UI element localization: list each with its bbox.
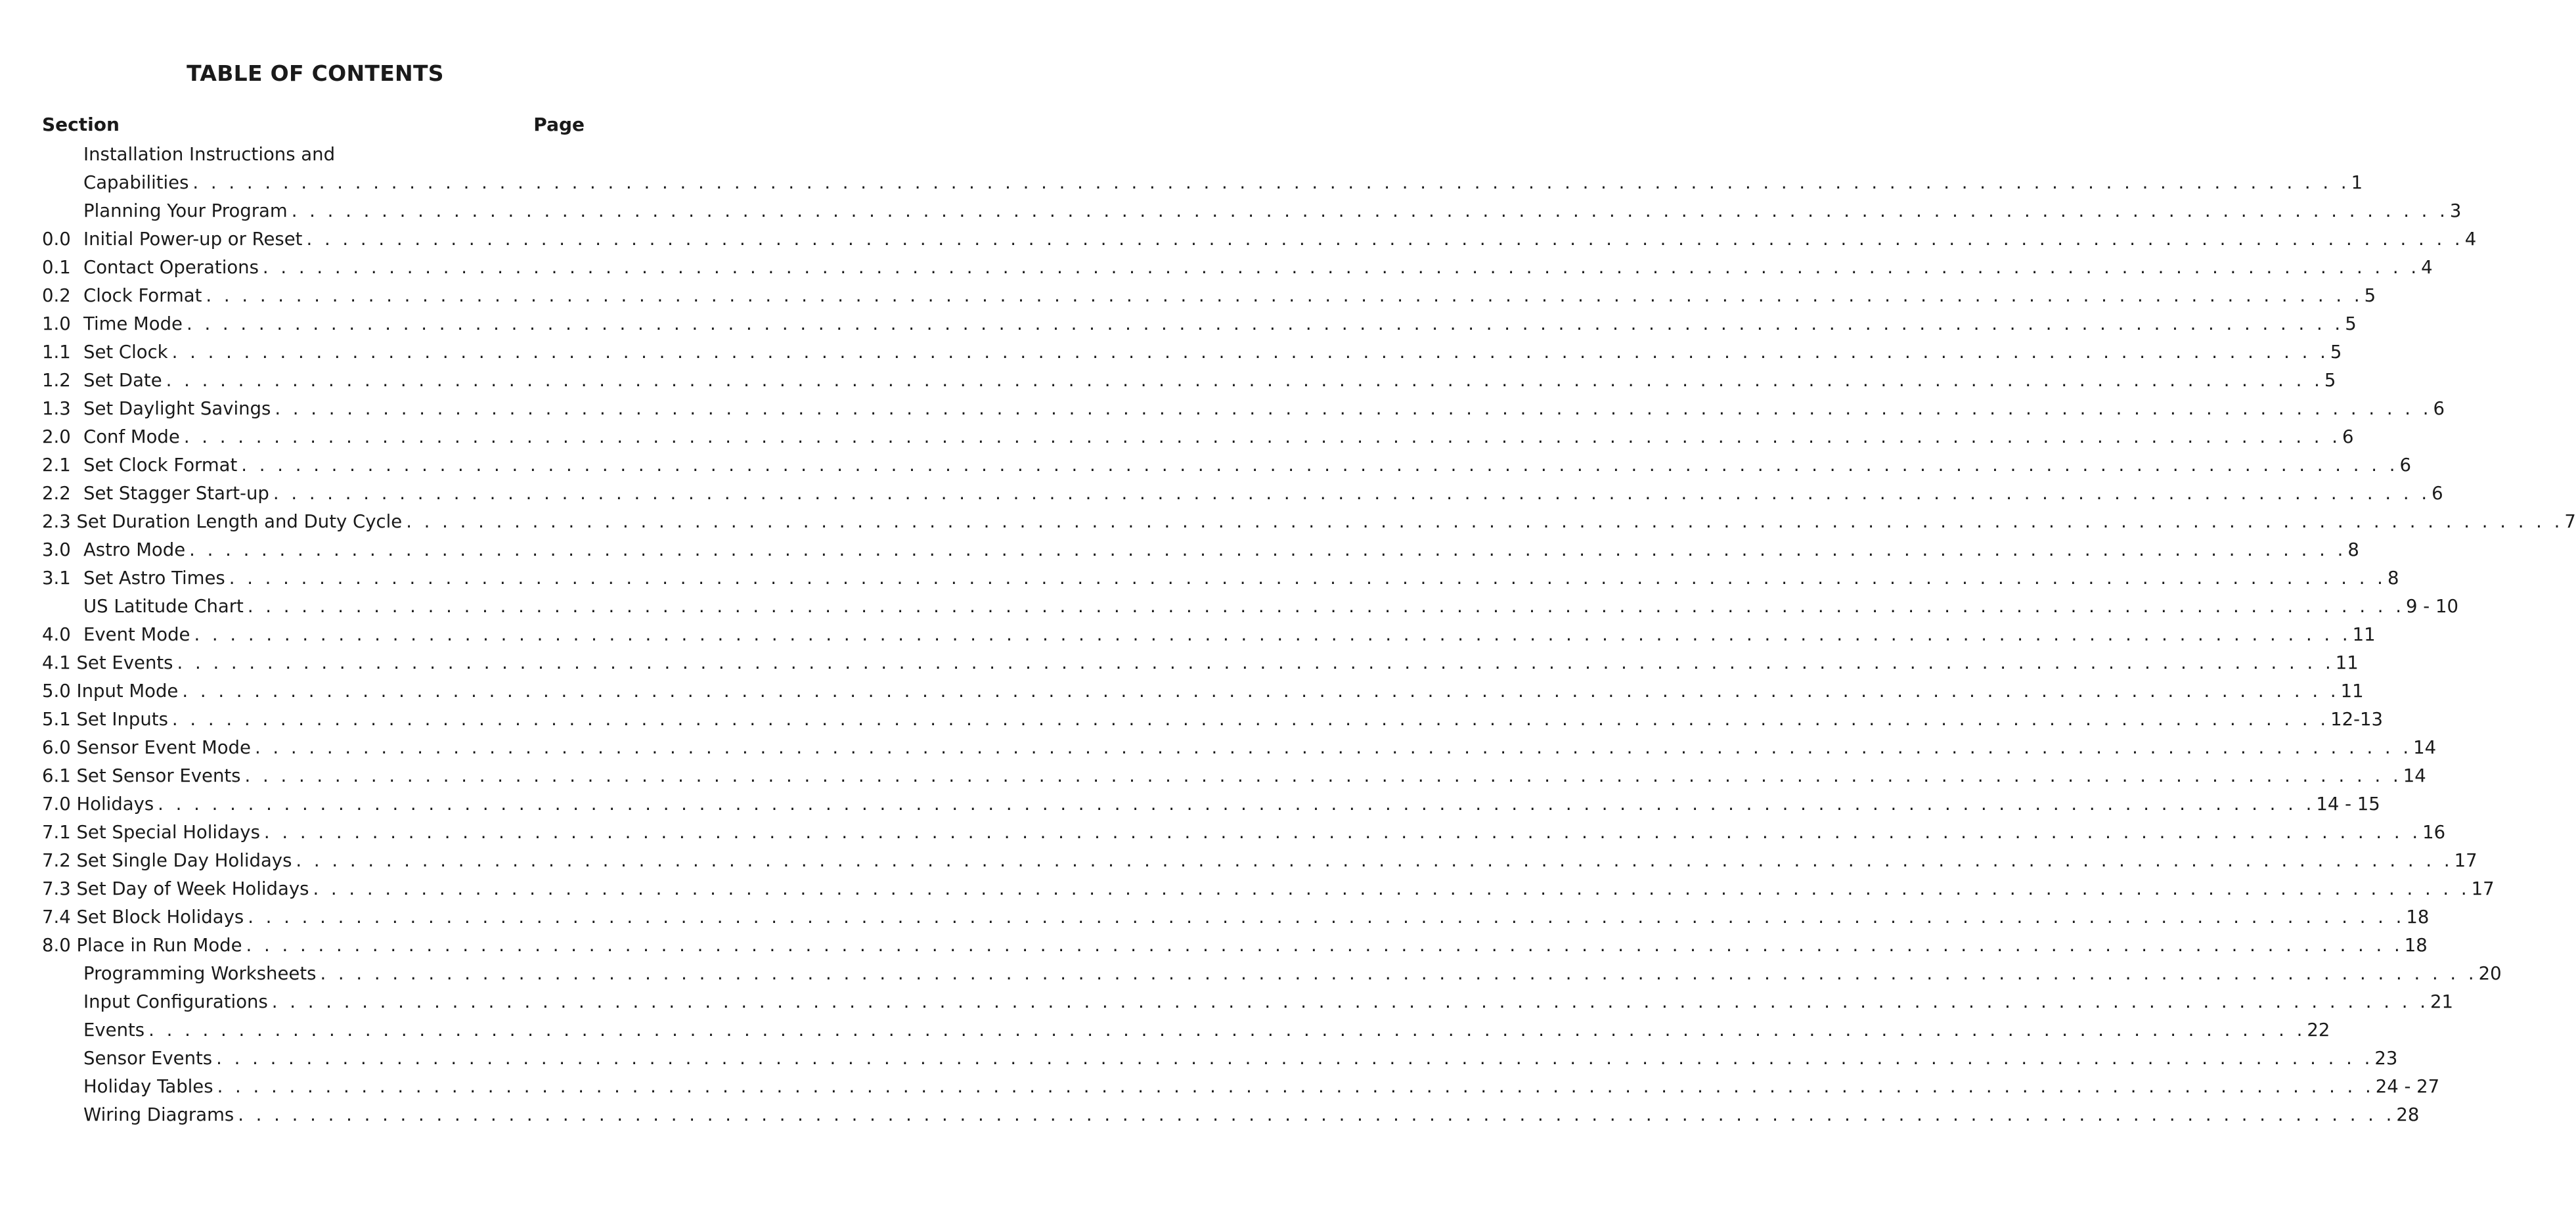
toc-entry-number: 3.1 (42, 568, 71, 589)
toc-entry-number: 4.0 (42, 624, 71, 645)
dot-leader: . . . . . . . . . . . . . . . . . . . . . . . . . . . . . . . . . . . . . . . . . . . . . . . . . . . . . . . . . . . . . . . . . . . . . . . . . . . . . . . . . . . . . . . . . . . . . . . . . . . . . . . . . . . . . . . . . . . . . . . . (254, 737, 2412, 758)
toc-entry-page: 22 (2307, 1020, 2330, 1041)
toc-entry-title: Planning Your Program (83, 200, 288, 221)
toc-entry-page: 11 (2352, 624, 2376, 645)
toc-entry-title: Contact Operations (83, 257, 259, 278)
toc-entry-number: 3.0 (42, 539, 71, 560)
dot-leader: . . . . . . . . . . . . . . . . . . . . . . . . . . . . . . . . . . . . . . . . . . . . . . . . . . . . . . . . . . . . . . . . . . . . . . . . . . . . . . . . . . . . . . . . . . . . . . . . . . . . . . . . . . . . . . . . . . . . . . . . (171, 342, 2329, 363)
toc-entry (0, 621, 2376, 649)
toc-entry-page: 8 (2347, 539, 2359, 560)
dot-leader: . . . . . . . . . . . . . . . . . . . . . . . . . . . . . . . . . . . . . . . . . . . . . . . . . . . . . . . . . . . . . . . . . . . . . . . . . . . . . . . . . . . . . . . . . . . . . . . . . . . . . . . . . . . . . . . . . . . . . . . . (313, 878, 2470, 899)
toc-entry-page: 7 (2564, 511, 2576, 532)
toc-entry-title: 7.3 Set Day of Week Holidays (42, 878, 309, 899)
toc-entry-page: 1 (2351, 172, 2363, 193)
toc-entry-title: 7.2 Set Single Day Holidays (42, 850, 292, 871)
dot-leader: . . . . . . . . . . . . . . . . . . . . . . . . . . . . . . . . . . . . . . . . . . . . . . . . . . . . . . . . . . . . . . . . . . . . . . . . . . . . . . . . . . . . . . . . . . . . . . . . . . . . . . . . . . . . . . . . . . . . . . . . (206, 285, 2363, 306)
toc-entry-page: 9 - 10 (2406, 596, 2458, 617)
toc-entry-page: 21 (2430, 991, 2453, 1012)
dot-leader: . . . . . . . . . . . . . . . . . . . . . . . . . . . . . . . . . . . . . . . . . . . . . . . . . . . . . . . . . . . . . . . . . . . . . . . . . . . . . . . . . . . . . . . . . . . . . . . . . . . . . . . . . . . . . . . . . . . . . . . . (171, 709, 2330, 730)
section-column-header: Section (42, 114, 120, 135)
table-of-contents-list (0, 141, 2576, 1129)
toc-entry (0, 395, 2445, 423)
toc-entry-page: 14 (2403, 765, 2426, 786)
toc-entry-number: 1.1 (42, 342, 71, 363)
toc-entry (0, 734, 2437, 762)
toc-entry-page: 18 (2404, 935, 2428, 956)
toc-entry (0, 254, 2433, 282)
toc-entry (0, 903, 2430, 931)
toc-entry-title: Input Configurations (83, 991, 268, 1012)
toc-entry (0, 310, 2357, 338)
toc-entry-page: 17 (2454, 850, 2477, 871)
toc-entry (0, 564, 2399, 593)
dot-leader: . . . . . . . . . . . . . . . . . . . . . . . . . . . . . . . . . . . . . . . . . . . . . . . . . . . . . . . . . . . . . . . . . . . . . . . . . . . . . . . . . . . . . . . . . . . . . . . . . . . . . . . . . . . . . . . . . . . . . . . . (406, 511, 2564, 532)
toc-entry-title: Set Stagger Start-up (83, 483, 269, 504)
toc-entry-title: Set Astro Times (83, 568, 225, 589)
toc-entry-title: 6.0 Sensor Event Mode (42, 737, 251, 758)
toc-entry-title: Capabilities (83, 172, 189, 193)
toc-entry-title: Set Clock (83, 342, 168, 363)
toc-entry (0, 282, 2376, 310)
toc-entry-title: 5.0 Input Mode (42, 681, 179, 702)
toc-entry-title: Holiday Tables (83, 1076, 213, 1097)
dot-leader: . . . . . . . . . . . . . . . . . . . . . . . . . . . . . . . . . . . . . . . . . . . . . . . . . . . . . . . . . . . . . . . . . . . . . . . . . . . . . . . . . . . . . . . . . . . . . . . . . . . . . . . . . . . . . . . . . . . . . . . . (182, 681, 2340, 702)
page-column-header: Page (533, 114, 585, 135)
dot-leader: . . . . . . . . . . . . . . . . . . . . . . . . . . . . . . . . . . . . . . . . . . . . . . . . . . . . . . . . . . . . . . . . . . . . . . . . . . . . . . . . . . . . . . . . . . . . . . . . . . . . . . . . . . . . . . . . . . . . . . . . (238, 1104, 2395, 1125)
toc-entry-title: 6.1 Set Sensor Events (42, 765, 241, 786)
toc-entry-title: Clock Format (83, 285, 202, 306)
toc-entry (0, 451, 2411, 480)
toc-entry (0, 1044, 2398, 1073)
toc-entry-title: 8.0 Place in Run Mode (42, 935, 242, 956)
toc-entry-page: 6 (2432, 483, 2443, 504)
toc-entry (0, 677, 2364, 706)
toc-entry-title: 7.1 Set Special Holidays (42, 822, 260, 843)
toc-entry-number: 1.0 (42, 313, 71, 334)
dot-leader: . . . . . . . . . . . . . . . . . . . . . . . . . . . . . . . . . . . . . . . . . . . . . . . . . . . . . . . . . . . . . . . . . . . . . . . . . . . . . . . . . . . . . . . . . . . . . . . . . . . . . . . . . . . . . . . . . . . . . . . . (263, 822, 2422, 843)
toc-entry-title: Set Clock Format (83, 455, 238, 476)
toc-entry-page: 17 (2471, 878, 2495, 899)
page-title: TABLE OF CONTENTS (187, 60, 444, 86)
toc-entry (0, 1073, 2440, 1101)
dot-leader: . . . . . . . . . . . . . . . . . . . . . . . . . . . . . . . . . . . . . . . . . . . . . . . . . . . . . . . . . . . . . . . . . . . . . . . . . . . . . . . . . . . . . . . . . . . . . . . . . . . . . . . . . . . . . . . . . . . . . . . . (273, 483, 2431, 504)
toc-entry-title: Sensor Events (83, 1048, 213, 1069)
dot-leader: . . . . . . . . . . . . . . . . . . . . . . . . . . . . . . . . . . . . . . . . . . . . . . . . . . . . . . . . . . . . . . . . . . . . . . . . . . . . . . . . . . . . . . . . . . . . . . . . . . . . . . . . . . . . . . . . . . . . . . . . (158, 794, 2315, 815)
toc-entry (0, 508, 2576, 536)
toc-entry-title: 7.0 Holidays (42, 794, 154, 815)
toc-entry-page: 23 (2374, 1048, 2398, 1069)
dot-leader: . . . . . . . . . . . . . . . . . . . . . . . . . . . . . . . . . . . . . . . . . . . . . . . . . . . . . . . . . . . . . . . . . . . . . . . . . . . . . . . . . . . . . . . . . . . . . . . . . . . . . . . . . . . . . . . . . . . . . . . . (216, 1048, 2374, 1069)
toc-entry-page: 18 (2406, 907, 2430, 928)
dot-leader: . . . . . . . . . . . . . . . . . . . . . . . . . . . . . . . . . . . . . . . . . . . . . . . . . . . . . . . . . . . . . . . . . . . . . . . . . . . . . . . . . . . . . . . . . . . . . . . . . . . . . . . . . . . . . . . . . . . . . . . . (166, 370, 2323, 391)
toc-entry (0, 988, 2453, 1016)
toc-entry-title: Astro Mode (83, 539, 186, 560)
toc-entry (0, 225, 2477, 254)
toc-entry-title: Set Date (83, 370, 162, 391)
toc-entry (0, 1016, 2330, 1044)
toc-entry-number: 0.2 (42, 285, 71, 306)
toc-entry-page: 28 (2396, 1104, 2420, 1125)
toc-entry-title: 7.4 Set Block Holidays (42, 907, 244, 928)
toc-entry-number: 1.2 (42, 370, 71, 391)
toc-entry-page: 5 (2324, 370, 2336, 391)
toc-entry (0, 197, 2462, 225)
toc-entry-page: 16 (2422, 822, 2446, 843)
dot-leader: . . . . . . . . . . . . . . . . . . . . . . . . . . . . . . . . . . . . . . . . . . . . . . . . . . . . . . . . . . . . . . . . . . . . . . . . . . . . . . . . . . . . . . . . . . . . . . . . . . . . . . . . . . . . . . . . . . . . . . . . (248, 907, 2405, 928)
toc-entry-title: Wiring Diagrams (83, 1104, 234, 1125)
toc-entry (0, 706, 2384, 734)
toc-entry-page: 4 (2464, 229, 2477, 250)
toc-entry-title: Initial Power-up or Reset (83, 229, 303, 250)
toc-entry-page: 12-13 (2330, 709, 2384, 730)
toc-entry-page: 6 (2342, 426, 2354, 447)
toc-entry (0, 593, 2458, 621)
toc-entry-title: US Latitude Chart (83, 596, 244, 617)
toc-entry-title: Installation Instructions and (83, 144, 336, 165)
dot-leader: . . . . . . . . . . . . . . . . . . . . . . . . . . . . . . . . . . . . . . . . . . . . . . . . . . . . . . . . . . . . . . . . . . . . . . . . . . . . . . . . . . . . . . . . . . . . . . . . . . . . . . . . . . . . . . . . . . . . . . . . (194, 624, 2351, 645)
dot-leader: . . . . . . . . . . . . . . . . . . . . . . . . . . . . . . . . . . . . . . . . . . . . . . . . . . . . . . . . . . . . . . . . . . . . . . . . . . . . . . . . . . . . . . . . . . . . . . . . . . . . . . . . . . . . . . . . . . . . . . . . (320, 963, 2477, 984)
toc-entry-title: Programming Worksheets (83, 963, 317, 984)
toc-entry-number: 0.0 (42, 229, 71, 250)
dot-leader: . . . . . . . . . . . . . . . . . . . . . . . . . . . . . . . . . . . . . . . . . . . . . . . . . . . . . . . . . . . . . . . . . . . . . . . . . . . . . . . . . . . . . . . . . . . . . . . . . . . . . . . . . . . . . . . . . . . . . . . . (177, 652, 2334, 673)
toc-entry (0, 480, 2443, 508)
toc-entry (0, 762, 2426, 790)
toc-entry (0, 536, 2359, 564)
toc-entry (0, 1101, 2420, 1129)
dot-leader: . . . . . . . . . . . . . . . . . . . . . . . . . . . . . . . . . . . . . . . . . . . . . . . . . . . . . . . . . . . . . . . . . . . . . . . . . . . . . . . . . . . . . . . . . . . . . . . . . . . . . . . . . . . . . . . . . . . . . . . . (247, 596, 2405, 617)
toc-entry-page: 6 (2433, 398, 2445, 419)
toc-entry (0, 875, 2495, 903)
toc-entry-page: 3 (2449, 200, 2462, 221)
toc-entry-page: 11 (2335, 652, 2359, 673)
toc-entry (0, 819, 2446, 847)
toc-entry (0, 790, 2380, 819)
toc-entry-title: 2.3 Set Duration Length and Duty Cycle (42, 511, 403, 532)
dot-leader: . . . . . . . . . . . . . . . . . . . . . . . . . . . . . . . . . . . . . . . . . . . . . . . . . . . . . . . . . . . . . . . . . . . . . . . . . . . . . . . . . . . . . . . . . . . . . . . . . . . . . . . . . . . . . . . . . . . . . . . . (241, 455, 2399, 476)
toc-entry-page: 14 - 15 (2316, 794, 2380, 815)
toc-entry-title: Conf Mode (83, 426, 180, 447)
dot-leader: . . . . . . . . . . . . . . . . . . . . . . . . . . . . . . . . . . . . . . . . . . . . . . . . . . . . . . . . . . . . . . . . . . . . . . . . . . . . . . . . . . . . . . . . . . . . . . . . . . . . . . . . . . . . . . . . . . . . . . . . (271, 991, 2429, 1012)
dot-leader: . . . . . . . . . . . . . . . . . . . . . . . . . . . . . . . . . . . . . . . . . . . . . . . . . . . . . . . . . . . . . . . . . . . . . . . . . . . . . . . . . . . . . . . . . . . . . . . . . . . . . . . . . . . . . . . . . . . . . . . . (229, 568, 2386, 589)
toc-entry-page: 8 (2387, 568, 2399, 589)
toc-entry (0, 338, 2342, 367)
toc-entry (0, 847, 2477, 875)
toc-entry-title: Event Mode (83, 624, 190, 645)
toc-entry-title: Time Mode (83, 313, 183, 334)
toc-entry (0, 423, 2354, 451)
dot-leader: . . . . . . . . . . . . . . . . . . . . . . . . . . . . . . . . . . . . . . . . . . . . . . . . . . . . . . . . . . . . . . . . . . . . . . . . . . . . . . . . . . . . . . . . . . . . . . . . . . . . . . . . . . . . . . . . . . . . . . . . (189, 539, 2347, 560)
dot-leader: . . . . . . . . . . . . . . . . . . . . . . . . . . . . . . . . . . . . . . . . . . . . . . . . . . . . . . . . . . . . . . . . . . . . . . . . . . . . . . . . . . . . . . . . . . . . . . . . . . . . . . . . . . . . . . . . . . . . . . . . (275, 398, 2432, 419)
toc-entry (0, 141, 627, 169)
dot-leader: . . . . . . . . . . . . . . . . . . . . . . . . . . . . . . . . . . . . . . . . . . . . . . . . . . . . . . . . . . . . . . . . . . . . . . . . . . . . . . . . . . . . . . . . . . . . . . . . . . . . . . . . . . . . . . . . . . . . . . . . (148, 1020, 2306, 1041)
toc-entry (0, 169, 2363, 197)
toc-entry-page: 5 (2330, 342, 2342, 363)
toc-entry-number: 0.1 (42, 257, 71, 278)
dot-leader: . . . . . . . . . . . . . . . . . . . . . . . . . . . . . . . . . . . . . . . . . . . . . . . . . . . . . . . . . . . . . . . . . . . . . . . . . . . . . . . . . . . . . . . . . . . . . . . . . . . . . . . . . . . . . . . . . . . . . . . . (217, 1076, 2374, 1097)
toc-entry-page: 11 (2340, 681, 2364, 702)
toc-entry-page: 5 (2364, 285, 2376, 306)
toc-entry-number: 2.2 (42, 483, 71, 504)
toc-entry-title: Set Daylight Savings (83, 398, 271, 419)
toc-entry-page: 20 (2478, 963, 2502, 984)
dot-leader: . . . . . . . . . . . . . . . . . . . . . . . . . . . . . . . . . . . . . . . . . . . . . . . . . . . . . . . . . . . . . . . . . . . . . . . . . . . . . . . . . . . . . . . . . . . . . . . . . . . . . . . . . . . . . . . . . . . . . . . . (296, 850, 2453, 871)
dot-leader: . . . . . . . . . . . . . . . . . . . . . . . . . . . . . . . . . . . . . . . . . . . . . . . . . . . . . . . . . . . . . . . . . . . . . . . . . . . . . . . . . . . . . . . . . . . . . . . . . . . . . . . . . . . . . . . . . . . . . . . . (183, 426, 2342, 447)
toc-entry-title: Events (83, 1020, 145, 1041)
toc-entry-page: 6 (2399, 455, 2411, 476)
toc-entry-title: 4.1 Set Events (42, 652, 173, 673)
toc-entry (0, 931, 2428, 960)
toc-entry-number: 2.0 (42, 426, 71, 447)
toc-entry-page: 4 (2421, 257, 2433, 278)
toc-entry (0, 960, 2502, 988)
dot-leader: . . . . . . . . . . . . . . . . . . . . . . . . . . . . . . . . . . . . . . . . . . . . . . . . . . . . . . . . . . . . . . . . . . . . . . . . . . . . . . . . . . . . . . . . . . . . . . . . . . . . . . . . . . . . . . . . . . . . . . . . (262, 257, 2420, 278)
dot-leader: . . . . . . . . . . . . . . . . . . . . . . . . . . . . . . . . . . . . . . . . . . . . . . . . . . . . . . . . . . . . . . . . . . . . . . . . . . . . . . . . . . . . . . . . . . . . . . . . . . . . . . . . . . . . . . . . . . . . . . . . (244, 765, 2402, 786)
toc-entry-page: 5 (2345, 313, 2357, 334)
dot-leader: . . . . . . . . . . . . . . . . . . . . . . . . . . . . . . . . . . . . . . . . . . . . . . . . . . . . . . . . . . . . . . . . . . . . . . . . . . . . . . . . . . . . . . . . . . . . . . . . . . . . . . . . . . . . . . . . . . . . . . . . (186, 313, 2344, 334)
dot-leader: . . . . . . . . . . . . . . . . . . . . . . . . . . . . . . . . . . . . . . . . . . . . . . . . . . . . . . . . . . . . . . . . . . . . . . . . . . . . . . . . . . . . . . . . . . . . . . . . . . . . . . . . . . . . . . . . . . . . . . . . (291, 200, 2449, 221)
dot-leader: . . . . . . . . . . . . . . . . . . . . . . . . . . . . . . . . . . . . . . . . . . . . . . . . . . . . . . . . . . . . . . . . . . . . . . . . . . . . . . . . . . . . . . . . . . . . . . . . . . . . . . . . . . . . . . . . . . . . . . . . (306, 229, 2464, 250)
toc-entry-title: 5.1 Set Inputs (42, 709, 168, 730)
toc-entry-number: 1.3 (42, 398, 71, 419)
dot-leader: . . . . . . . . . . . . . . . . . . . . . . . . . . . . . . . . . . . . . . . . . . . . . . . . . . . . . . . . . . . . . . . . . . . . . . . . . . . . . . . . . . . . . . . . . . . . . . . . . . . . . . . . . . . . . . . . . . . . . . . . (246, 935, 2403, 956)
toc-entry (0, 649, 2359, 677)
toc-entry-number: 2.1 (42, 455, 71, 476)
toc-entry (0, 367, 2336, 395)
toc-entry-page: 24 - 27 (2375, 1076, 2440, 1097)
toc-entry-page: 14 (2413, 737, 2437, 758)
dot-leader: . . . . . . . . . . . . . . . . . . . . . . . . . . . . . . . . . . . . . . . . . . . . . . . . . . . . . . . . . . . . . . . . . . . . . . . . . . . . . . . . . . . . . . . . . . . . . . . . . . . . . . . . . . . . . . . . . . . . . . . . (192, 172, 2350, 193)
